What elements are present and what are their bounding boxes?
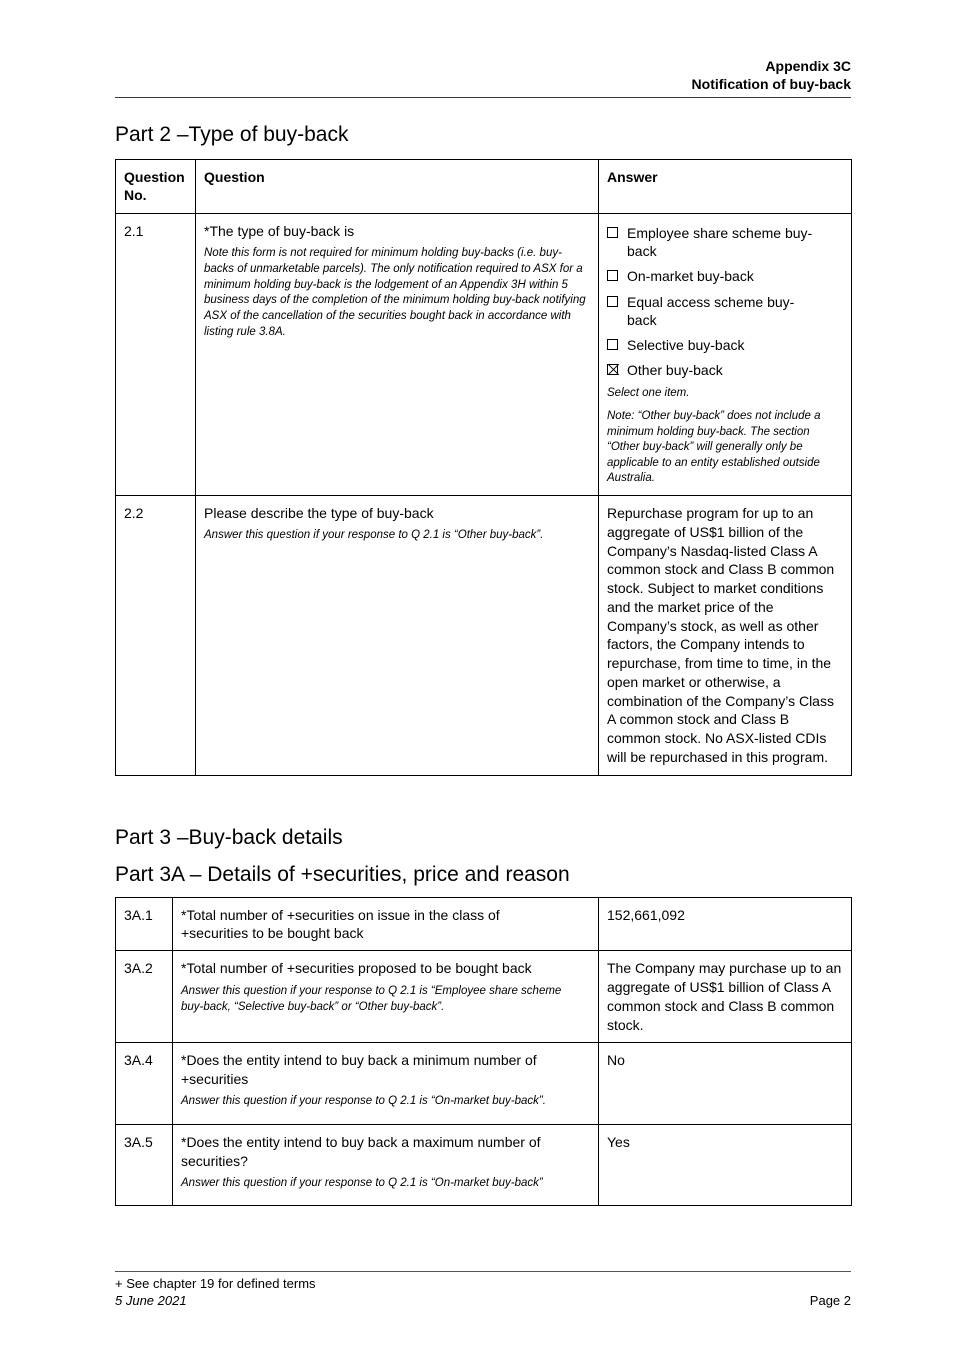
checkbox-label: Other buy-back — [627, 362, 723, 379]
buyback-type-options — [607, 224, 843, 379]
checkbox-option-equal-access[interactable] — [607, 293, 843, 329]
question-no: 2.1 — [116, 213, 196, 495]
page-footer — [115, 1271, 851, 1309]
part2-table — [115, 159, 852, 776]
doc-title: Appendix 3C — [765, 58, 851, 74]
part3-heading: Part 3 –Buy-back details — [115, 825, 343, 849]
question-text: *Total number of +securities on issue in the class of +securities to be bought back — [181, 906, 500, 941]
question-text: Please describe the type of buy-back — [204, 505, 434, 521]
checkbox-icon[interactable] — [607, 296, 618, 307]
answer-text: Yes — [607, 1134, 630, 1151]
checkbox-option-other[interactable] — [607, 361, 843, 379]
answer-text: 152,661,092 — [607, 906, 685, 923]
checkbox-label: Selective buy-back — [627, 336, 745, 353]
part3a-table — [115, 897, 852, 1207]
col-header-answer: Answer — [599, 160, 852, 214]
checkbox-icon[interactable] — [607, 227, 618, 238]
table-row-3a-2 — [116, 951, 852, 1043]
checkbox-checked-icon[interactable] — [607, 364, 618, 375]
answer-text: The Company may purchase up to an aggregate of US$1 billion of Class A common stock and Class B common stock. — [607, 960, 842, 1033]
table-row-3a-4 — [116, 1043, 852, 1125]
part2-heading: Part 2 –Type of buy-back — [115, 123, 349, 146]
document-header — [115, 0, 851, 98]
footer-page-number: Page 2 — [809, 1293, 851, 1308]
table-row-3a-5 — [116, 1125, 852, 1206]
question-note: Answer this question if your response to Q 2.1 is “On-market buy-back”. — [181, 1095, 546, 1108]
question-text: *Does the entity intend to buy back a maximum number of securities? — [181, 1134, 541, 1169]
table-row-2-2 — [116, 496, 852, 776]
answer-text: Repurchase program for up to an aggregate of US$1 billion of the Company’s Nasdaq-listed Class A common stock and Class B common stock. Subject to market conditions and the market price of the Company’s stock, as well as other factors, the Company intends to repurchase, from time to time, in the open market or otherwise, a combination of the Company’s Class A common stock and Class B common stock. No ASX-listed CDIs will be repurchased in this program. — [607, 505, 835, 765]
question-note: Note this form is not required for minimum holding buy-backs (i.e. buy-backs of unmarketable parcels). The only notification required to ASX for a minimum holding buy-back is the lodgement of an Appendix 3H within 5 business days of the completion of the minimum holding buy-back notifying ASX of the cancellation of the securities bought back in accordance with listing rule 3.8A. — [204, 247, 586, 338]
checkbox-icon[interactable] — [607, 270, 618, 281]
other-buyback-note: Note: “Other buy-back” does not include a minimum holding buy-back. The section “Other buy-back” will generally only be applicable to an entity established outside Australia. — [607, 409, 821, 485]
answer-text: No — [607, 1052, 625, 1069]
checkbox-label: Equal access scheme buy-back — [627, 293, 795, 328]
question-no: 3A.2 — [116, 951, 173, 1043]
question-no: 2.2 — [116, 496, 196, 776]
question-note: Answer this question if your response to Q 2.1 is “Employee share scheme buy-back, “Selective buy-back” or “Other buy-back”. — [181, 984, 562, 1013]
page-content — [115, 0, 851, 1206]
question-text: *Does the entity intend to buy back a minimum number of +securities — [181, 1052, 537, 1087]
question-text: *Total number of +securities proposed to be bought back — [181, 960, 532, 977]
part3a-heading: Part 3A – Details of +securities, price and reason — [115, 862, 570, 886]
checkbox-label: Employee share scheme buy-back — [627, 224, 813, 260]
checkbox-option-selective[interactable] — [607, 336, 843, 354]
checkbox-option-on-market[interactable] — [607, 267, 843, 285]
part2-table-header-row — [116, 160, 852, 214]
checkbox-option-employee-share-scheme[interactable] — [607, 224, 843, 260]
checkbox-label: On-market buy-back — [627, 268, 754, 285]
question-no: 3A.4 — [116, 1043, 173, 1125]
footer-date: 5 June 2021 — [115, 1293, 187, 1308]
table-row-3a-1 — [116, 897, 852, 951]
col-header-question-no: Question No. — [116, 160, 196, 214]
col-header-question: Question — [196, 160, 599, 214]
question-no: 3A.1 — [116, 897, 173, 951]
checkbox-icon[interactable] — [607, 339, 618, 350]
question-note: Answer this question if your response to Q 2.1 is “Other buy-back”. — [204, 529, 544, 542]
question-note: Answer this question if your response to Q 2.1 is “On-market buy-back” — [181, 1177, 543, 1190]
doc-subtitle: Notification of buy-back — [691, 76, 851, 92]
question-no: 3A.5 — [116, 1125, 173, 1206]
footer-defined-terms: + See chapter 19 for defined terms — [115, 1276, 316, 1291]
select-one-note: Select one item. — [607, 387, 690, 400]
table-row-2-1 — [116, 213, 852, 495]
question-text: *The type of buy-back is — [204, 222, 355, 239]
